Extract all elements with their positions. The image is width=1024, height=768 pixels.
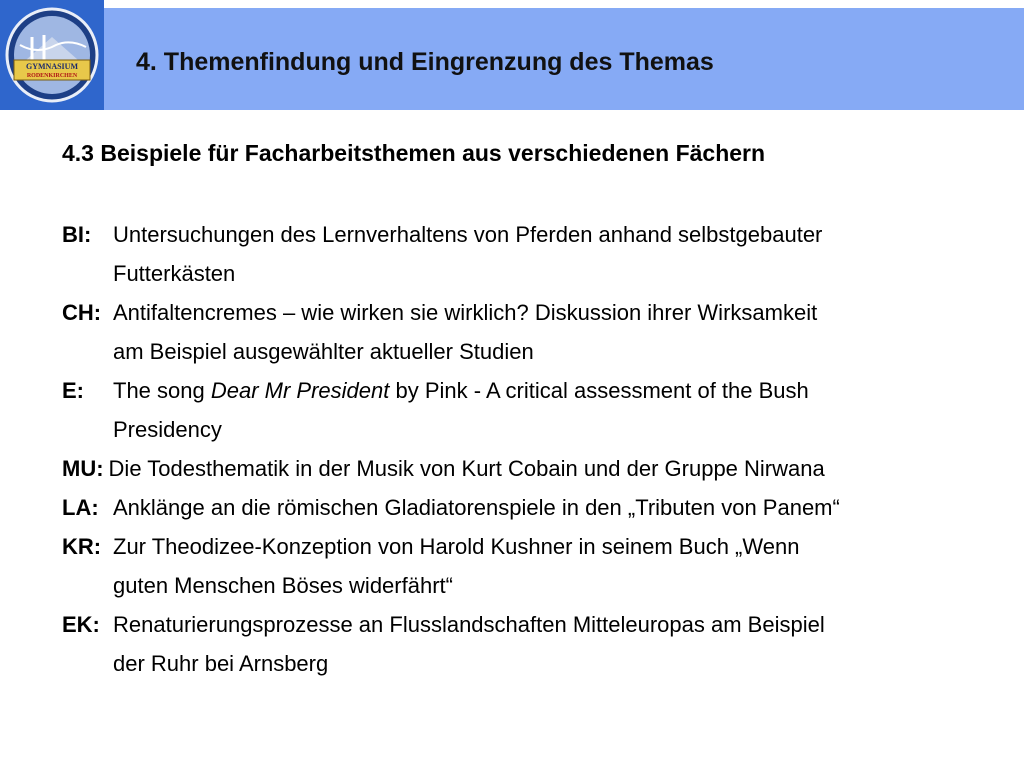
svg-text:GYMNASIUM: GYMNASIUM bbox=[26, 62, 78, 71]
subject-code: CH: bbox=[62, 300, 102, 325]
svg-text:RODENKIRCHEN: RODENKIRCHEN bbox=[26, 73, 78, 79]
list-item-ek bbox=[62, 605, 1022, 683]
school-logo-icon bbox=[4, 5, 100, 105]
section-heading: 4.3 Beispiele für Facharbeitsthemen aus verschiedenen Fächern bbox=[62, 140, 766, 166]
subject-code: EK: bbox=[62, 612, 100, 637]
topic-text-cont: guten Menschen Böses widerfährt“ bbox=[113, 573, 453, 598]
list-item-kr bbox=[62, 527, 1022, 605]
topic-text-cont: der Ruhr bei Arnsberg bbox=[113, 651, 329, 676]
topic-text: Antifaltencremes – wie wirken sie wirklich? Diskussion ihrer Wirksamkeit bbox=[113, 300, 818, 325]
list-item-la bbox=[62, 488, 1022, 527]
topic-text: Renaturierungsprozesse an Flusslandschaften Mitteleuropas am Beispiel bbox=[113, 612, 825, 637]
subject-code: BI: bbox=[62, 222, 92, 247]
topic-text bbox=[113, 371, 809, 410]
list-item-bi bbox=[62, 215, 1022, 293]
topic-text: Die Todesthematik in der Musik von Kurt Cobain und der Gruppe Nirwana bbox=[108, 456, 825, 481]
topic-text-cont: Presidency bbox=[113, 417, 222, 442]
topic-text: Zur Theodizee-Konzeption von Harold Kushner in seinem Buch „Wenn bbox=[113, 534, 800, 559]
page-title: 4. Themenfindung und Eingrenzung des Themas bbox=[136, 48, 714, 76]
topic-list bbox=[62, 215, 1022, 683]
subject-code: MU: bbox=[62, 456, 104, 481]
subject-code: KR: bbox=[62, 534, 102, 559]
list-item-e bbox=[62, 371, 1022, 449]
subject-code: E: bbox=[62, 378, 84, 403]
topic-text-cont: Futterkästen bbox=[113, 261, 236, 286]
topic-text-post: by Pink - A critical assessment of the Bush bbox=[389, 378, 809, 403]
school-logo bbox=[0, 0, 104, 110]
topic-text: Anklänge an die römischen Gladiatorenspiele in den „Tributen von Panem“ bbox=[113, 495, 840, 520]
list-item-ch bbox=[62, 293, 1022, 371]
topic-text-cont: am Beispiel ausgewählter aktueller Studien bbox=[113, 339, 534, 364]
topic-text: Untersuchungen des Lernverhaltens von Pferden anhand selbstgebauter bbox=[113, 222, 823, 247]
subject-code: LA: bbox=[62, 495, 99, 520]
list-item-mu bbox=[62, 449, 1022, 488]
song-title: Dear Mr President bbox=[210, 378, 390, 403]
topic-text-pre: The song bbox=[113, 378, 211, 403]
